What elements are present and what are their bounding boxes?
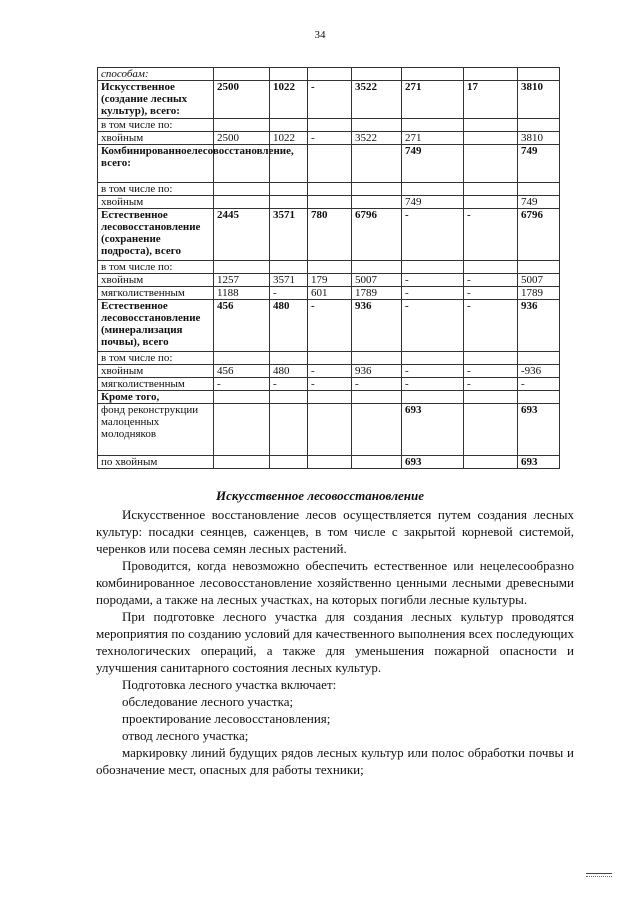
page-number: 34 [314, 29, 326, 41]
table-cell: 6796 [352, 209, 402, 261]
row-label: в том числе по: [98, 352, 214, 365]
row-label: мягколиственным [98, 287, 214, 300]
table-cell [518, 183, 560, 196]
table-cell: - [402, 300, 464, 352]
row-label: хвойным [98, 132, 214, 145]
table-cell [270, 391, 308, 404]
table-row [98, 183, 560, 196]
row-label: хвойным [98, 274, 214, 287]
table-cell [402, 352, 464, 365]
table-cell [464, 119, 518, 132]
table-cell [308, 404, 352, 456]
table-cell: - [402, 287, 464, 300]
table-cell [352, 391, 402, 404]
table-row [98, 196, 560, 209]
table-cell: - [464, 365, 518, 378]
table-cell [464, 261, 518, 274]
table-cell: - [464, 300, 518, 352]
footer-mark [586, 873, 612, 877]
list-item: маркировку линий будущих рядов лесных культур или полос обработки почвы и обозначение мест, опасных для работы техники; [96, 745, 574, 777]
table-cell: - [308, 365, 352, 378]
list-item: обследование лесного участка; [122, 694, 294, 709]
table-row [98, 404, 560, 456]
table-cell [352, 196, 402, 209]
table-cell: 693 [402, 404, 464, 456]
reforestation-table [97, 67, 560, 469]
table-cell: 1789 [352, 287, 402, 300]
table-cell: 6796 [518, 209, 560, 261]
table-cell [214, 196, 270, 209]
table-cell [308, 68, 352, 81]
table-cell [352, 352, 402, 365]
table-cell [214, 404, 270, 456]
table-cell [402, 391, 464, 404]
table-cell [464, 68, 518, 81]
row-label: хвойным [98, 365, 214, 378]
table-cell [214, 391, 270, 404]
table-cell: 3810 [518, 81, 560, 119]
table-cell: 936 [352, 300, 402, 352]
table-row [98, 365, 560, 378]
table-cell [270, 261, 308, 274]
table-cell [464, 352, 518, 365]
row-label: хвойным [98, 196, 214, 209]
table-cell: 1022 [270, 81, 308, 119]
table-cell: 1789 [518, 287, 560, 300]
table-cell: - [352, 378, 402, 391]
table-cell [518, 261, 560, 274]
table-cell: - [214, 378, 270, 391]
table-cell: 480 [270, 300, 308, 352]
table-cell [308, 456, 352, 469]
table-row [98, 68, 560, 81]
table-cell: 1022 [270, 132, 308, 145]
table-cell [464, 404, 518, 456]
table-cell: 2500 [214, 81, 270, 119]
list-item: отвод лесного участка; [122, 728, 249, 743]
table-cell: 693 [402, 456, 464, 469]
table-cell: - [402, 274, 464, 287]
table-cell [308, 183, 352, 196]
table-cell [518, 352, 560, 365]
row-label: Кроме того, [98, 391, 214, 404]
table-cell [270, 352, 308, 365]
table-cell: 749 [402, 196, 464, 209]
table-row [98, 287, 560, 300]
paragraph-1: Искусственное восстановление лесов осуществляется путем создания лесных культур: посадки сеянцев, саженцев, в том числе с закрытой корневой системой, черенков или посева семян лесных растений. [96, 507, 574, 556]
table-row [98, 378, 560, 391]
row-label: в том числе по: [98, 119, 214, 132]
table-cell [402, 68, 464, 81]
table-row [98, 132, 560, 145]
table-cell: 601 [308, 287, 352, 300]
table-cell [214, 456, 270, 469]
table-cell [464, 391, 518, 404]
row-label: фонд реконструкции малоценных молодняков [98, 404, 214, 456]
table-cell: 1188 [214, 287, 270, 300]
table-cell [352, 404, 402, 456]
paragraph-3: При подготовке лесного участка для создания лесных культур проводятся мероприятия по созданию условий для качественного выполнения всех последующих технологических операций, а также для уменьшения пожарной опасности и улучшения санитарного состояния лесных культур. [96, 609, 574, 675]
table-cell [518, 68, 560, 81]
table-cell: 5007 [352, 274, 402, 287]
table-cell [214, 68, 270, 81]
table-cell: 749 [402, 145, 464, 183]
table-cell: 480 [270, 365, 308, 378]
table-cell [308, 145, 352, 183]
section-heading: Искусственное лесовосстановление [216, 488, 424, 503]
table-cell [270, 183, 308, 196]
table-cell [464, 196, 518, 209]
table-cell: - [518, 378, 560, 391]
table-cell [464, 183, 518, 196]
table-cell [308, 352, 352, 365]
row-label: Комбинированноелесовосстановление, всего: [98, 145, 214, 183]
row-label: в том числе по: [98, 183, 214, 196]
table-row [98, 119, 560, 132]
table-cell [214, 261, 270, 274]
table-cell: 2445 [214, 209, 270, 261]
table-row [98, 300, 560, 352]
table-cell [308, 391, 352, 404]
table-row [98, 209, 560, 261]
table-cell: 2500 [214, 132, 270, 145]
table-cell: 1257 [214, 274, 270, 287]
table-cell: - [402, 209, 464, 261]
table-cell: 936 [352, 365, 402, 378]
row-label: по хвойным [98, 456, 214, 469]
table-cell: - [464, 378, 518, 391]
table-row [98, 261, 560, 274]
table-cell: 749 [518, 145, 560, 183]
table-cell [352, 456, 402, 469]
table-cell: - [270, 287, 308, 300]
table-cell [352, 68, 402, 81]
table-cell: - [308, 378, 352, 391]
list-intro: Подготовка лесного участка включает: [122, 677, 337, 692]
table-cell [308, 196, 352, 209]
table-cell: 179 [308, 274, 352, 287]
table-row [98, 274, 560, 287]
table-cell: 3522 [352, 132, 402, 145]
table-cell: 780 [308, 209, 352, 261]
table-cell [402, 183, 464, 196]
table-cell [308, 261, 352, 274]
table-cell: - [402, 378, 464, 391]
table-cell: - [464, 274, 518, 287]
table-cell [352, 183, 402, 196]
table-cell: - [308, 132, 352, 145]
table-cell [352, 145, 402, 183]
table-cell: -936 [518, 365, 560, 378]
table-cell: 271 [402, 132, 464, 145]
table-cell: 3571 [270, 274, 308, 287]
table-cell: 693 [518, 456, 560, 469]
table-cell [518, 391, 560, 404]
row-label: способам: [98, 68, 214, 81]
table-cell [270, 456, 308, 469]
table-cell: - [402, 365, 464, 378]
row-label: мягколиственным [98, 378, 214, 391]
table-cell: - [464, 287, 518, 300]
table-cell [214, 119, 270, 132]
table-row [98, 352, 560, 365]
table-cell: - [270, 378, 308, 391]
table-cell [464, 145, 518, 183]
table-cell [270, 119, 308, 132]
table-cell: 5007 [518, 274, 560, 287]
table-cell [352, 119, 402, 132]
list-item: проектирование лесовосстановления; [122, 711, 331, 726]
table-cell: 936 [518, 300, 560, 352]
table-cell [402, 261, 464, 274]
table-cell: 3522 [352, 81, 402, 119]
table-row [98, 456, 560, 469]
table-cell [352, 261, 402, 274]
table-cell [518, 119, 560, 132]
table-cell [270, 196, 308, 209]
row-label: Естественное лесовосстановление (минерализация почвы), всего [98, 300, 214, 352]
table-cell: 693 [518, 404, 560, 456]
table-cell [270, 68, 308, 81]
table-cell [402, 119, 464, 132]
table-cell: 749 [518, 196, 560, 209]
table-cell [464, 456, 518, 469]
row-label: Искусственное (создание лесных культур), всего: [98, 81, 214, 119]
table-cell: 17 [464, 81, 518, 119]
table-cell [270, 404, 308, 456]
table-cell: - [308, 300, 352, 352]
table-cell: 456 [214, 300, 270, 352]
table-cell: - [308, 81, 352, 119]
table-cell [214, 183, 270, 196]
paragraph-2: Проводится, когда невозможно обеспечить естественное или нецелесообразно комбинированное лесовосстановление хозяйственно ценными лесными древесными породами, а также на лесных участках, на которых погибли лесные культуры. [96, 558, 574, 607]
table-cell: 271 [402, 81, 464, 119]
section-body [96, 506, 574, 778]
table-row [98, 145, 560, 183]
row-label: Естественное лесовосстановление (сохранение подроста), всего [98, 209, 214, 261]
table-row [98, 391, 560, 404]
table-row [98, 81, 560, 119]
table-cell [214, 352, 270, 365]
table-cell: - [464, 209, 518, 261]
table-cell [464, 132, 518, 145]
row-label: в том числе по: [98, 261, 214, 274]
table-cell: 3571 [270, 209, 308, 261]
table-cell: 3810 [518, 132, 560, 145]
table-cell [308, 119, 352, 132]
table-cell: 456 [214, 365, 270, 378]
